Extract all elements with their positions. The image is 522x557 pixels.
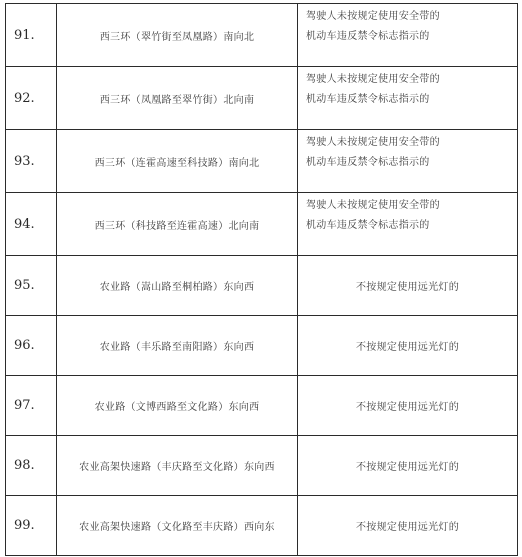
table-row xyxy=(6,67,518,130)
violation-line: 机动车违反禁令标志指示的 xyxy=(306,157,430,168)
location-cell: 西三环（科技路至连霍高速）北向南 xyxy=(57,193,298,256)
violation-cell xyxy=(298,193,518,256)
table-row xyxy=(6,4,518,67)
violation-cell xyxy=(298,436,518,496)
violation-line: 不按规定使用远光灯的 xyxy=(356,402,459,413)
violation-location-table xyxy=(5,3,518,556)
violation-line: 不按规定使用远光灯的 xyxy=(356,522,459,533)
violation-line: 驾驶人未按规定使用安全带的 xyxy=(306,200,440,211)
violation-cell xyxy=(298,376,518,436)
row-number: 92. xyxy=(6,67,57,130)
violation-line: 机动车违反禁令标志指示的 xyxy=(306,220,430,231)
row-number: 93. xyxy=(6,130,57,193)
location-cell: 农业路（文博西路至文化路）东向西 xyxy=(57,376,298,436)
table-row xyxy=(6,256,518,316)
row-number: 98. xyxy=(6,436,57,496)
violation-line: 不按规定使用远光灯的 xyxy=(356,282,459,293)
table-row xyxy=(6,376,518,436)
violation-cell xyxy=(298,67,518,130)
violation-cell xyxy=(298,130,518,193)
violation-line: 不按规定使用远光灯的 xyxy=(356,342,459,353)
violation-line: 驾驶人未按规定使用安全带的 xyxy=(306,11,440,22)
location-cell: 农业路（丰乐路至南阳路）东向西 xyxy=(57,316,298,376)
table-row xyxy=(6,316,518,376)
violation-cell xyxy=(298,496,518,556)
violation-cell xyxy=(298,316,518,376)
row-number: 95. xyxy=(6,256,57,316)
row-number: 94. xyxy=(6,193,57,256)
table-row xyxy=(6,436,518,496)
violation-line: 机动车违反禁令标志指示的 xyxy=(306,94,430,105)
row-number: 97. xyxy=(6,376,57,436)
location-cell: 农业高架快速路（丰庆路至文化路）东向西 xyxy=(57,436,298,496)
location-cell: 西三环（凤凰路至翠竹街）北向南 xyxy=(57,67,298,130)
location-cell: 农业路（嵩山路至桐柏路）东向西 xyxy=(57,256,298,316)
location-cell: 农业高架快速路（文化路至丰庆路）西向东 xyxy=(57,496,298,556)
violation-cell xyxy=(298,256,518,316)
row-number: 96. xyxy=(6,316,57,376)
violation-line: 机动车违反禁令标志指示的 xyxy=(306,31,430,42)
violation-line: 不按规定使用远光灯的 xyxy=(356,462,459,473)
violation-cell xyxy=(298,4,518,67)
row-number: 91. xyxy=(6,4,57,67)
table-row xyxy=(6,496,518,556)
table-row xyxy=(6,130,518,193)
location-cell: 西三环（连霍高速至科技路）南向北 xyxy=(57,130,298,193)
violation-line: 驾驶人未按规定使用安全带的 xyxy=(306,74,440,85)
table-row xyxy=(6,193,518,256)
violation-line: 驾驶人未按规定使用安全带的 xyxy=(306,137,440,148)
row-number: 99. xyxy=(6,496,57,556)
location-cell: 西三环（翠竹街至凤凰路）南向北 xyxy=(57,4,298,67)
